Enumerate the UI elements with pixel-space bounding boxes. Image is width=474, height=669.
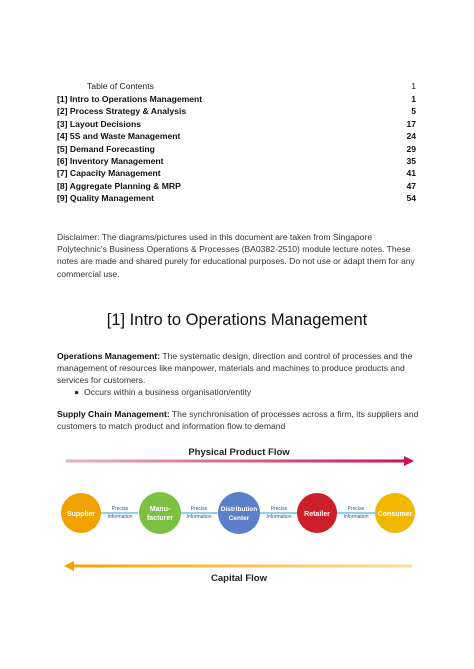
toc-entry[interactable] — [57, 180, 416, 192]
retailer-node — [297, 493, 337, 533]
toc-entry-page[interactable]: 5 — [411, 106, 416, 117]
physical-flow-arrow-shaft — [66, 460, 406, 463]
supplier-node — [61, 493, 101, 533]
toc-entry-page[interactable]: 24 — [406, 131, 416, 142]
bullet-item — [74, 386, 251, 398]
svg-text:Consumer: Consumer — [377, 511, 413, 518]
svg-text:facturer: facturer — [146, 515, 174, 522]
toc-entry[interactable] — [57, 118, 416, 130]
toc-entry-label[interactable]: [5] Demand Forecasting — [57, 143, 155, 154]
section-heading: [1] Intro to Operations Management — [106, 311, 368, 329]
toc-entry-page[interactable]: 29 — [406, 143, 416, 154]
toc-entry-label[interactable]: [4] 5S and Waste Management — [57, 131, 181, 142]
toc-entry-page[interactable]: 54 — [406, 193, 416, 204]
toc-entry[interactable] — [57, 105, 416, 117]
distribution-center-node — [218, 492, 260, 534]
toc-entry-label[interactable]: [1] Intro to Operations Management — [57, 94, 203, 104]
svg-text:Precise: Precise — [190, 506, 208, 512]
svg-text:Information: Information — [343, 514, 369, 520]
precise-information-link — [100, 506, 138, 520]
toc-entry-label[interactable]: [6] Inventory Management — [57, 155, 164, 166]
toc-entry[interactable] — [57, 93, 416, 105]
bullet-icon: ● — [74, 387, 80, 397]
physical-flow-arrowhead — [404, 456, 414, 466]
toc-entry-page[interactable]: 17 — [406, 118, 416, 129]
svg-text:Manu-: Manu- — [149, 506, 171, 513]
svg-text:Supplier: Supplier — [66, 511, 96, 518]
toc-entry[interactable] — [57, 192, 416, 204]
toc-title-page: 1 — [411, 81, 416, 91]
ops-management-definition: The systematic design, direction and control of processes and the management of resources like manpower, materials and machines to produce products and services for customers. — [57, 351, 413, 386]
toc-entry-page[interactable]: 41 — [406, 168, 416, 179]
svg-text:Information: Information — [186, 514, 212, 520]
toc-entry-page[interactable]: 47 — [406, 180, 416, 191]
ops-management-paragraph — [57, 350, 419, 387]
toc-header — [57, 80, 416, 93]
capital-flow-arrow-shaft — [72, 565, 412, 568]
toc-entry[interactable] — [57, 167, 416, 179]
svg-text:Precise: Precise — [270, 506, 288, 512]
table-of-contents — [57, 80, 416, 205]
toc-entry-page[interactable]: 1 — [411, 94, 416, 104]
toc-entry[interactable] — [57, 143, 416, 155]
consumer-node — [375, 493, 415, 533]
ops-management-term: Operations Management: — [57, 351, 161, 361]
scm-term: Supply Chain Management: — [57, 409, 170, 419]
scm-definition: The synchronisation of processes across a firm, its suppliers and customers to match product and information flow to demand — [57, 409, 419, 432]
precise-information-link — [335, 506, 375, 520]
bullet-text: Occurs within a business organisation/entity — [84, 387, 252, 397]
toc-title: Table of Contents — [87, 81, 154, 91]
precise-information-link — [180, 506, 218, 520]
toc-entry-label[interactable]: [7] Capacity Management — [57, 168, 161, 179]
capital-flow-label: Capital Flow — [211, 573, 267, 584]
toc-entry-label[interactable]: [8] Aggregate Planning & MRP — [57, 180, 181, 191]
manufacturer-node — [139, 492, 181, 534]
disclaimer-text: Disclaimer: The diagrams/pictures used in this document are taken from Singapore Polytechnic's Business Operations & Processes (BA0382-2510) module lecture notes. These notes are made and shared purely for educational purposes. Do not use or adapt them for any commercial use. — [57, 232, 415, 279]
svg-text:Retailer: Retailer — [304, 511, 330, 518]
svg-text:Precise: Precise — [347, 506, 365, 512]
toc-entry-label[interactable]: [2] Process Strategy & Analysis — [57, 106, 187, 117]
svg-text:Information: Information — [107, 514, 133, 520]
toc-entry-label[interactable]: [9] Quality Management — [57, 193, 154, 204]
svg-text:Information: Information — [266, 514, 292, 520]
scm-paragraph — [57, 408, 419, 432]
toc-entry[interactable] — [57, 130, 416, 142]
toc-entry-page[interactable]: 35 — [406, 155, 416, 166]
svg-text:Distribution: Distribution — [220, 506, 258, 513]
svg-text:Precise: Precise — [111, 506, 129, 512]
precise-information-link — [260, 506, 298, 520]
toc-entry[interactable] — [57, 155, 416, 167]
toc-entry-label[interactable]: [3] Layout Decisions — [57, 118, 142, 129]
svg-text:Center: Center — [228, 515, 250, 522]
supply-chain-diagram — [0, 440, 474, 590]
physical-product-flow-label: Physical Product Flow — [188, 447, 290, 458]
